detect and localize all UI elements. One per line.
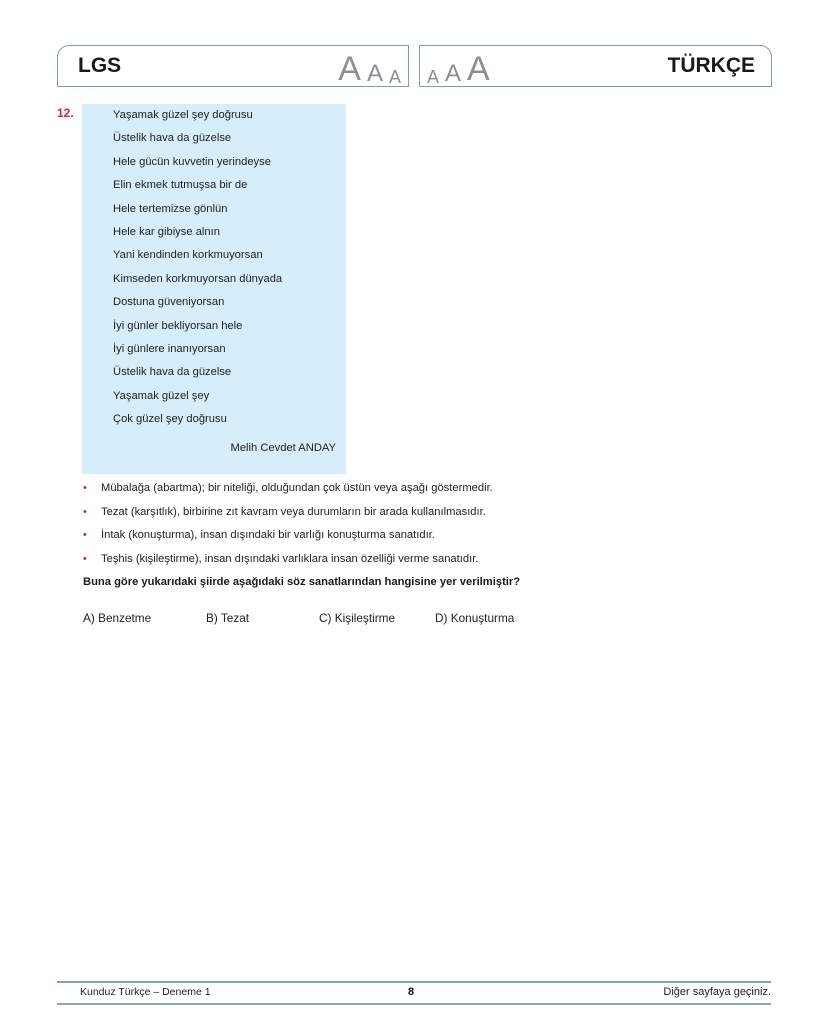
page-number: 8	[408, 986, 415, 998]
poem-line: Üstelik hava da güzelse	[113, 132, 232, 145]
font-small-icon[interactable]: A	[427, 67, 440, 87]
exam-title: LGS	[78, 54, 122, 77]
header-right-box	[419, 45, 772, 87]
poem-line: Elin ekmek tutmuşsa bir de	[113, 179, 248, 192]
next-page-note: Diğer sayfaya geçiniz.	[663, 986, 771, 998]
definition-text: Teşhis (kişileştirme), insan dışındaki varlıklara insan özelliği verme sanatıdır.	[101, 552, 479, 565]
footer-divider-top	[57, 981, 771, 983]
poem-line: Dostuna güveniyorsan	[113, 296, 225, 309]
option-d[interactable]: D) Konuşturma	[435, 611, 515, 625]
option-b[interactable]: B) Tezat	[206, 611, 250, 625]
font-large-icon[interactable]: A	[338, 50, 361, 88]
poem-line: Hele tertemizse gönlün	[113, 202, 228, 215]
poem-line: İyi günler bekliyorsan hele	[113, 319, 243, 332]
poem-box	[82, 104, 346, 474]
poem-line: Çok güzel şey doğrusu	[113, 413, 227, 426]
definition-item	[83, 480, 493, 504]
poem-lines	[113, 108, 282, 435]
font-medium-icon[interactable]: A	[366, 60, 383, 87]
footer-exam-name: Kunduz Türkçe – Deneme 1	[80, 986, 211, 998]
subject-title: TÜRKÇE	[667, 54, 755, 77]
poem-line: Yaşamak güzel şey doğrusu	[113, 109, 253, 121]
definition-text: Tezat (karşıtlık), birbirine zıt kavram veya durumların bir arada kullanılmasıdır.	[101, 505, 486, 518]
footer-divider-bottom	[57, 1003, 771, 1005]
header-left-box	[57, 45, 409, 87]
definition-text: İntak (konuşturma), insan dışındaki bir varlığı konuşturma sanatıdır.	[101, 529, 435, 541]
font-small-icon[interactable]: A	[388, 67, 401, 87]
bullet-icon: •	[83, 552, 87, 565]
font-medium-icon[interactable]: A	[445, 60, 462, 87]
option-a[interactable]: A) Benzetme	[83, 611, 152, 625]
poem-line: Hele gücün kuvvetin yerindeyse	[113, 155, 271, 168]
poem-line: İyi günlere inanıyorsan	[113, 342, 226, 355]
definition-text: Mübalağa (abartma); bir niteliği, olduğundan çok üstün veya aşağı göstermedir.	[101, 482, 493, 494]
font-size-controls-left	[335, 52, 404, 86]
poem-line: Kimseden korkmuyorsan dünyada	[113, 272, 283, 285]
bullet-icon: •	[83, 505, 87, 518]
poem-line: Yani kendinden korkmuyorsan	[113, 249, 263, 262]
question-number: 12.	[57, 106, 74, 120]
definition-item	[83, 527, 493, 551]
bullet-icon: •	[83, 482, 87, 494]
poem-line: Yaşamak güzel şey	[113, 389, 210, 402]
question-prompt: Buna göre yukarıdaki şiirde aşağıdaki söz sanatlarından hangisine yer verilmiştir?	[83, 576, 521, 588]
definition-item	[83, 504, 493, 528]
option-c[interactable]: C) Kişileştirme	[319, 611, 396, 625]
poet-name: Melih Cevdet ANDAY	[230, 442, 336, 454]
bullet-icon: •	[83, 529, 87, 541]
poem-line: Üstelik hava da güzelse	[113, 366, 232, 379]
definition-item	[83, 551, 493, 575]
definition-list	[83, 480, 493, 574]
font-large-icon[interactable]: A	[467, 50, 490, 88]
font-size-controls-right	[424, 52, 493, 86]
poem-line: Hele kar gibiyse alnın	[113, 225, 220, 238]
